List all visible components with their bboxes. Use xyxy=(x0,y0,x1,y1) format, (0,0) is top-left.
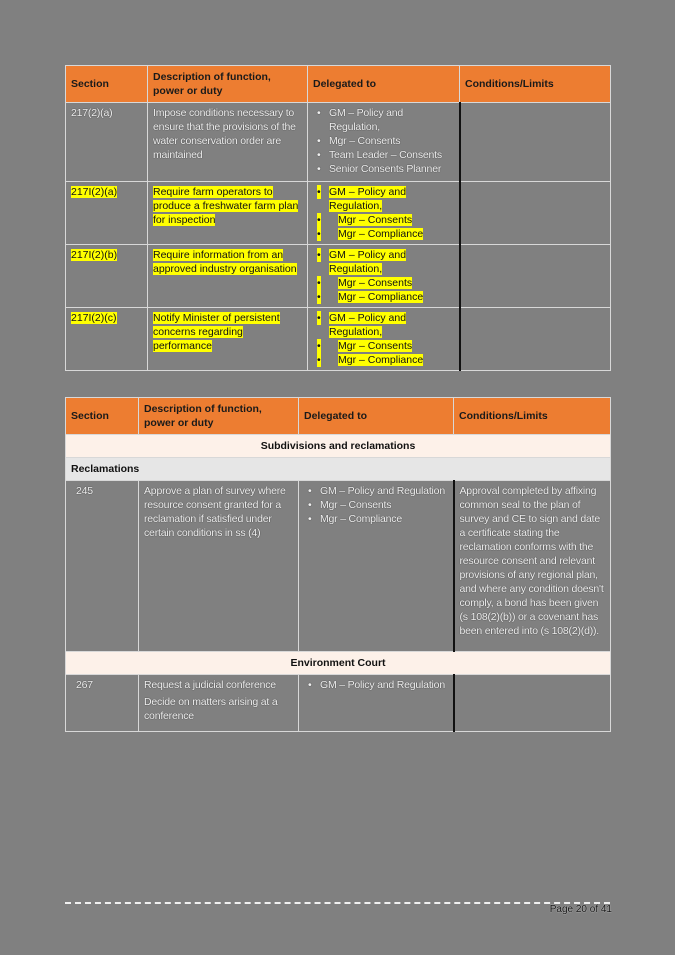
delegate-list xyxy=(313,185,454,241)
description-line: Request a judicial conference xyxy=(144,679,276,691)
footer-divider xyxy=(65,902,610,904)
conditions-cell xyxy=(460,308,611,371)
delegate-item xyxy=(329,227,454,241)
section-heading-environment-court: Environment Court xyxy=(66,652,611,675)
delegated-cell xyxy=(308,308,460,371)
section-cell: 267 xyxy=(66,675,139,732)
delegate-list xyxy=(313,311,454,367)
delegations-table-2 xyxy=(65,397,611,732)
description-cell xyxy=(148,245,308,308)
delegated-cell xyxy=(308,245,460,308)
delegated-cell xyxy=(299,675,454,732)
description-cell: Impose conditions necessary to ensure that the provisions of the water conservation order are maintained xyxy=(148,103,308,182)
table-row xyxy=(66,308,611,371)
subheading-reclamations: Reclamations xyxy=(66,458,611,481)
header-section: Section xyxy=(66,398,139,435)
highlighted-text: Mgr – Compliance xyxy=(338,291,424,303)
highlighted-text: 217I(2)(a) xyxy=(71,186,118,198)
section-cell xyxy=(66,182,148,245)
header-delegated-to: Delegated to xyxy=(308,66,460,103)
highlighted-text: Mgr – Consents xyxy=(338,214,413,226)
table-row xyxy=(66,481,611,652)
delegate-item: • Mgr – Consents xyxy=(320,498,448,512)
delegate-list xyxy=(313,248,454,304)
section-cell: 245 xyxy=(66,481,139,652)
header-description: Description of function, power or duty xyxy=(139,398,299,435)
highlighted-text: Mgr – Compliance xyxy=(338,228,424,240)
delegate-item: • Mgr – Consents xyxy=(329,134,454,148)
delegate-item: • GM – Policy and Regulation xyxy=(320,678,448,692)
table-row xyxy=(66,245,611,308)
delegate-item: • GM – Policy and Regulation xyxy=(320,484,448,498)
description-cell xyxy=(139,675,299,732)
delegations-table-1 xyxy=(65,65,611,371)
description-line: Decide on matters arising at a conference xyxy=(144,696,278,722)
highlighted-text: Require information from an approved industry organisation xyxy=(153,249,297,275)
highlighted-text: GM – Policy and Regulation, xyxy=(329,312,407,338)
delegate-item xyxy=(329,311,454,339)
page-number: Page 20 of 41 xyxy=(549,904,612,915)
table-row xyxy=(66,675,611,732)
delegated-cell xyxy=(299,481,454,652)
highlighted-text: 217I(2)(b) xyxy=(71,249,118,261)
header-conditions: Conditions/Limits xyxy=(460,66,611,103)
conditions-cell xyxy=(454,675,611,732)
delegated-cell xyxy=(308,182,460,245)
section-heading-subdivisions: Subdivisions and reclamations xyxy=(66,435,611,458)
delegated-cell xyxy=(308,103,460,182)
highlighted-text: GM – Policy and Regulation, xyxy=(329,186,407,212)
description-cell: Approve a plan of survey where resource consent granted for a reclamation if satisfied under certain conditions in ss (4) xyxy=(139,481,299,652)
delegate-item xyxy=(329,276,454,290)
highlighted-text: GM – Policy and Regulation, xyxy=(329,249,407,275)
delegate-list xyxy=(304,678,448,692)
section-heading-row xyxy=(66,652,611,675)
delegate-list xyxy=(313,106,454,176)
section-heading-row xyxy=(66,435,611,458)
delegate-item xyxy=(329,353,454,367)
delegate-item xyxy=(329,248,454,276)
delegate-item xyxy=(329,339,454,353)
section-cell xyxy=(66,308,148,371)
conditions-cell xyxy=(460,182,611,245)
table-row xyxy=(66,182,611,245)
highlighted-text: Mgr – Compliance xyxy=(338,354,424,366)
delegate-list xyxy=(304,484,448,526)
table-header-row xyxy=(66,66,611,103)
delegate-item: • Mgr – Compliance xyxy=(320,512,448,526)
header-description: Description of function, power or duty xyxy=(148,66,308,103)
highlighted-text: Require farm operators to produce a freshwater farm plan for inspection xyxy=(153,186,299,226)
subheading-row xyxy=(66,458,611,481)
highlighted-text: 217I(2)(c) xyxy=(71,312,117,324)
description-cell xyxy=(148,308,308,371)
delegate-item xyxy=(329,185,454,213)
delegate-item: • Team Leader – Consents xyxy=(329,148,454,162)
delegate-item xyxy=(329,213,454,227)
delegate-item: • Senior Consents Planner xyxy=(329,162,454,176)
highlighted-text: Notify Minister of persistent concerns regarding performance xyxy=(153,312,280,352)
conditions-cell: Approval completed by affixing common seal to the plan of survey and CE to sign and date a certificate stating the reclamation conforms with the resource consent and relevant provisions of any regional plan, and where any condition doesn't comply, a bond has been given (s 108(2)(b)) or a covenant has been entered into (s 108(2)(d)). xyxy=(454,481,611,652)
highlighted-text: Mgr – Consents xyxy=(338,340,413,352)
conditions-cell xyxy=(460,245,611,308)
section-cell xyxy=(66,245,148,308)
header-conditions: Conditions/Limits xyxy=(454,398,611,435)
highlighted-text: Mgr – Consents xyxy=(338,277,413,289)
delegate-item xyxy=(329,290,454,304)
section-cell: 217(2)(a) xyxy=(66,103,148,182)
delegate-item: • GM – Policy and Regulation, xyxy=(329,106,454,134)
header-delegated-to: Delegated to xyxy=(299,398,454,435)
conditions-cell xyxy=(460,103,611,182)
header-section: Section xyxy=(66,66,148,103)
table-header-row xyxy=(66,398,611,435)
table-row xyxy=(66,103,611,182)
description-cell xyxy=(148,182,308,245)
